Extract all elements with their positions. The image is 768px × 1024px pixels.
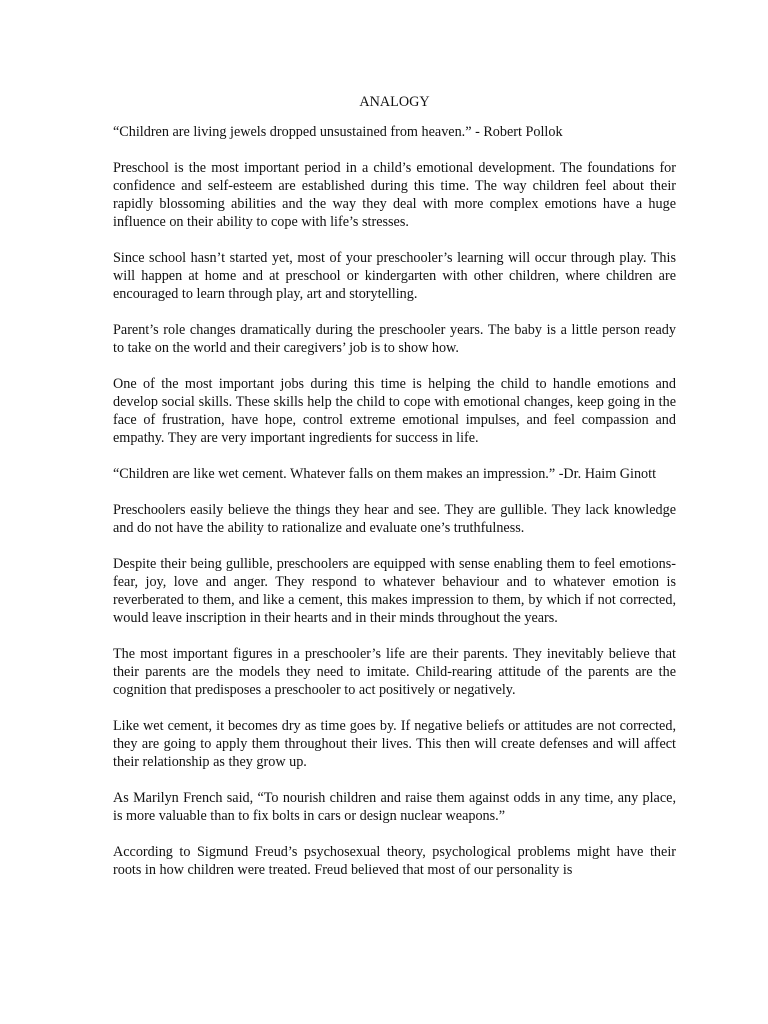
paragraph-wet-cement: Like wet cement, it becomes dry as time goes by. If negative beliefs or attitudes are not corrected, they are going to apply them throughout their lives. This then will create defenses and will affect their relationship as they grow up. [113, 718, 676, 770]
quote-pollok: “Children are living jewels dropped unsustained from heaven.” - Robert Pollok [113, 124, 563, 140]
paragraph-emotions: Despite their being gullible, preschoolers are equipped with sense enabling them to feel emotions-fear, joy, love and anger. They respond to whatever behaviour and to whatever emotion is reverberated to them, and like a cement, this makes impression to them, by which if not corrected, would leave inscription in their hearts and in their minds throughout the years. [113, 556, 676, 626]
quote-french: As Marilyn French said, “To nourish children and raise them against odds in any time, any place, is more valuable than to fix bolts in cars or design nuclear weapons.” [113, 790, 676, 824]
document-body [113, 93, 676, 879]
quote-ginott: “Children are like wet cement. Whatever falls on them makes an impression.” -Dr. Haim Ginott [113, 466, 657, 482]
paragraph-learning-through-play: Since school hasn’t started yet, most of your preschooler’s learning will occur through play. This will happen at home and at preschool or kindergarten with other children, where children are encouraged to learn through play, art and storytelling. [113, 250, 676, 302]
paragraph-parent-role: Parent’s role changes dramatically during the preschooler years. The baby is a little person ready to take on the world and their caregivers’ job is to show how. [113, 322, 676, 356]
document-title: ANALOGY [359, 94, 430, 110]
paragraph-parents-models: The most important figures in a preschooler’s life are their parents. They inevitably believe that their parents are the models they need to imitate. Child-rearing attitude of the parents are the cognition that predisposes a preschooler to act positively or negatively. [113, 646, 676, 698]
paragraph-gullible: Preschoolers easily believe the things they hear and see. They are gullible. They lack knowledge and do not have the ability to rationalize and evaluate one’s truthfulness. [113, 502, 676, 536]
paragraph-emotional-development: Preschool is the most important period in a child’s emotional development. The foundations for confidence and self-esteem are established during this time. The way children feel about their rapidly blossoming abilities and the way they deal with more complex emotions have a huge influence on their ability to cope with life’s stresses. [113, 160, 676, 230]
paragraph-freud: According to Sigmund Freud’s psychosexual theory, psychological problems might have their roots in how children were treated. Freud believed that most of our personality is [113, 844, 676, 878]
paragraph-social-skills: One of the most important jobs during this time is helping the child to handle emotions and develop social skills. These skills help the child to cope with emotional changes, keep going in the face of frustration, have hope, control extreme emotional impulses, and feel compassion and empathy. They are very important ingredients for success in life. [113, 376, 676, 446]
